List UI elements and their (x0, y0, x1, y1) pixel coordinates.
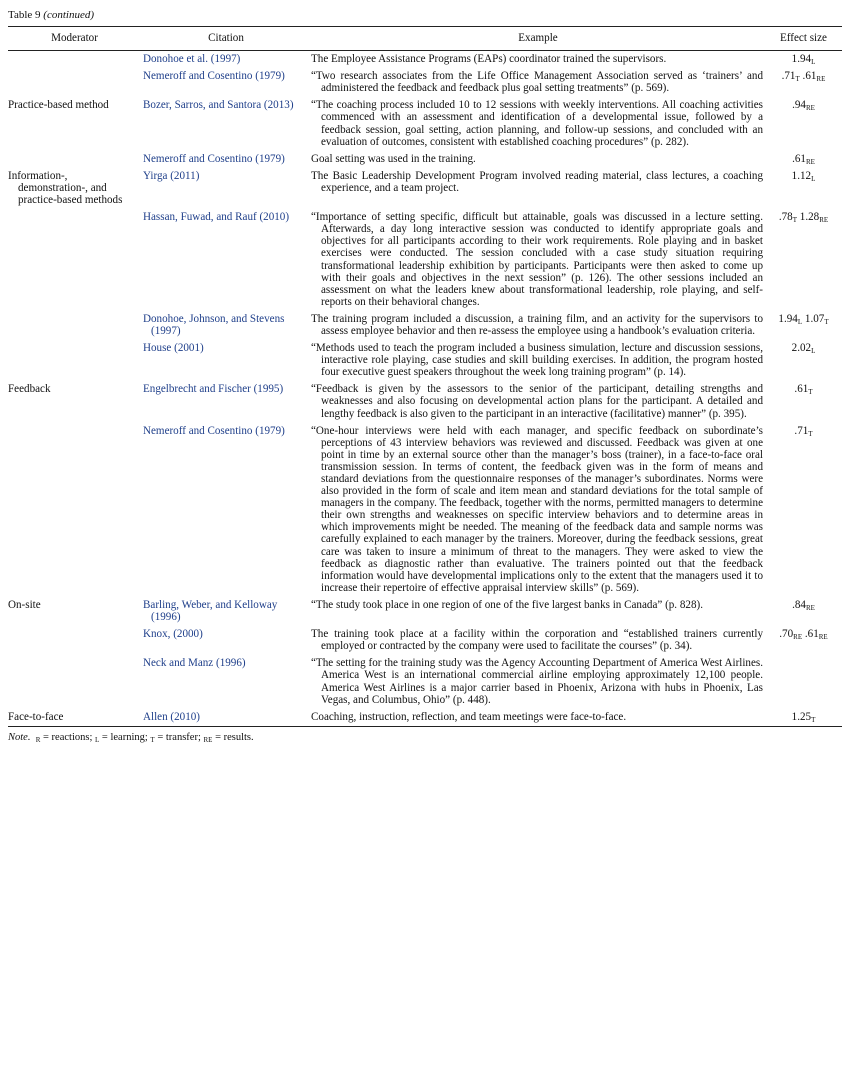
example-cell: Coaching, instruction, reflection, and team meetings were face-to-face. (311, 709, 765, 727)
effect-subscript: L (811, 347, 816, 356)
note-subscript: RE (203, 735, 213, 744)
example-cell: The Basic Leadership Development Program involved reading material, class lectures, a coaching experience, and a team project. (311, 169, 763, 194)
note-text: = transfer; (157, 731, 201, 743)
note-subscript: L (95, 735, 100, 744)
table-row (8, 709, 842, 727)
example-cell: Goal setting was used in the training. (311, 152, 476, 165)
effect-value: .78 (778, 211, 793, 224)
table-row (8, 311, 842, 340)
example-cell: The Employee Assistance Programs (EAPs) coordinator trained the supervisors. (311, 53, 667, 66)
effect-subscript: RE (805, 104, 815, 113)
citation-cell[interactable]: Yirga (2011) (143, 169, 200, 182)
example-cell: “One-hour interviews were held with each manager, and specific feedback on subordinate’s perceptions of 43 interview behaviors was reviewed and discussed. Feedback was given at one point in time by an external source other than the manager’s boss (trainer), in a face-to-face oral transmission session. In terms of content, the feedback given was in the form of means and standard deviations from the questionnaire responses of the manager’s subordinates. Norms were also provided in the form of scale and item mean and standard deviations for the total sample of managers in the company. The feedback, together with the norms, permitted managers to determine their own strengths and weaknesses on specific interview behaviors and to determine areas in which improvements might be needed. The meaning of the feedback data and sample norms was carefully explained to each manager by the trainers. Moreover, during the feedback sessions, great care was taken to insure a minimum of threat to the managers. They were asked to view the feedback as diagnostic rather than evaluative. The trainers pointed out that the feedback information would have developmental implications only to the extent that the managers used it to increase their repertoire of effective appraisal interview skills” (p. 569). (311, 424, 763, 594)
table-continued: (continued) (43, 9, 94, 21)
note-subscript: R (35, 735, 41, 744)
citation-cell[interactable]: Engelbrecht and Fischer (1995) (143, 383, 284, 396)
effect-size-cell (765, 423, 842, 597)
effect-size-cell (765, 381, 842, 422)
citation-cell[interactable]: Neck and Manz (1996) (143, 657, 246, 670)
effect-value: 1.94 (778, 312, 798, 325)
effect-value: 1.28 (799, 211, 820, 224)
citation-cell[interactable]: Bozer, Sarros, and Santora (2013) (143, 99, 294, 112)
effect-size-cell (765, 311, 842, 340)
effect-value: 1.94 (791, 53, 812, 66)
example-cell: The training program included a discussion, a training film, and an activity for the supervisors to assess employee behavior and then re-assess the employee using a handbook’s evaluation criteria. (311, 312, 763, 337)
table-row (8, 51, 842, 69)
effect-size-cell (765, 168, 842, 209)
effect-size-cell (765, 151, 842, 168)
effect-subscript: L (811, 174, 816, 183)
effect-value: .70 (779, 628, 794, 641)
example-cell: “The coaching process included 10 to 12 sessions with weekly interventions. All coaching activities commenced with an assessment and identification of a developmental issue, followed by a feedback session, goal setting, action planning, and follow-up sessions, and concluded with an evaluation of outcomes, consistent with established coaching procedures” (p. 282). (311, 99, 763, 148)
table-row (8, 209, 842, 311)
effect-subscript: T (792, 216, 797, 225)
effect-size-cell (765, 209, 842, 311)
effect-subscript: T (811, 715, 816, 724)
effect-value: .94 (792, 99, 806, 112)
table-row (8, 340, 842, 381)
table-row (8, 68, 842, 97)
effect-value: .71 (781, 70, 796, 83)
note-text: = reactions; (43, 731, 93, 743)
effect-subscript: T (795, 75, 800, 84)
effect-subscript: L (811, 58, 816, 67)
example-cell: “Feedback is given by the assessors to the senior of the participant, detailing strengths and weaknesses and also focusing on developmental action plans for the participant. A detailed and lengthy feedback is also given to the participant in an interactive (facilitative) manner” (p. 395). (311, 383, 763, 420)
example-cell: “Two research associates from the Life Office Management Association served as ‘trainers’ and administered the feedback and feedback plus goal setting treatments” (p. 569). (311, 70, 763, 95)
effect-size-cell (765, 597, 842, 626)
effect-value: .61 (804, 628, 819, 641)
header-citation: Citation (141, 27, 311, 51)
effect-value: 1.12 (791, 169, 812, 182)
effect-size-cell (765, 97, 842, 150)
citation-cell[interactable]: Donohoe, Johnson, and Stevens (1997) (143, 312, 285, 337)
effect-size-cell (765, 51, 842, 69)
effect-size-cell (765, 709, 842, 727)
example-cell: “Importance of setting specific, difficult but attainable, goals was discussed in a lecture setting. Afterwards, a day long interactive session was conducted to identify appropriate goals and objectives for all participants according to their work requirements. Role playing and in basket exercises were conducted. The session concluded with a case study situation requiring transformational leadership exhibition by participants. Participants were then asked to come up with their goals and objectives in the next session” (p. 126). The other sessions included an assessment on what the leaders knew about transformational leadership, role playing, and self-reports on their behavioral changes. (311, 211, 763, 308)
citation-cell[interactable]: Nemeroff and Cosentino (1979) (143, 424, 285, 437)
moderator-cell: Practice-based method (8, 99, 109, 112)
example-cell: “The setting for the training study was the Agency Accounting Department of America West Airlines. America West is an international commercial airline employing approximately 12,100 people. America West Airlines is a major carrier based in Phoenix, Arizona with hubs in Phoenix, Las Vegas, and Columbus, Ohio” (p. 448). (311, 657, 763, 706)
table-row (8, 423, 842, 597)
moderator-cell: Information-, demonstration-, and practice-based methods (8, 169, 123, 207)
effect-value: 2.02 (791, 342, 812, 355)
moderator-cell (8, 626, 141, 655)
moderator-cell: Face-to-face (8, 709, 141, 727)
table-row (8, 597, 842, 626)
header-effect-size: Effect size (765, 27, 842, 51)
effect-subscript: RE (793, 633, 803, 642)
moderator-cell (8, 209, 141, 311)
example-cell: “Methods used to teach the program included a business simulation, lecture and discussion sessions, interactive role playing, case studies and skill building exercises. In addition, the program hosted four executive guest speakers throughout the week long training program” (p. 14). (311, 342, 763, 379)
header-example: Example (311, 27, 765, 51)
table-row (8, 97, 842, 150)
citation-cell[interactable]: Knox, (2000) (143, 628, 203, 641)
effect-size-cell (765, 626, 842, 655)
moderator-cell (8, 51, 141, 69)
moderator-cell (8, 340, 141, 381)
note-subscript: T (150, 735, 155, 744)
moderator-cell (8, 655, 141, 708)
moderator-cell (8, 311, 141, 340)
effect-subscript: L (797, 317, 803, 326)
effect-value: .61 (792, 152, 806, 165)
note-text: = results. (215, 731, 254, 743)
effect-value: .61 (802, 70, 817, 83)
table-row (8, 655, 842, 708)
effect-size-cell (765, 340, 842, 381)
moderator-cell: On-site (8, 598, 41, 611)
moderator-cell (8, 68, 141, 97)
table-row (8, 626, 842, 655)
effect-value: .71 (794, 424, 809, 437)
citation-cell[interactable]: Nemeroff and Cosentino (1979) (143, 70, 285, 83)
effect-value: 1.07 (804, 312, 825, 325)
header-moderator: Moderator (8, 27, 141, 51)
note-text: = learning; (101, 731, 148, 743)
note-label: Note. (8, 731, 31, 743)
moderator-cell (8, 151, 141, 168)
citation-cell[interactable]: Allen (2010) (141, 709, 311, 727)
effect-subscript: T (808, 388, 813, 397)
table-row (8, 168, 842, 209)
effect-subscript: T (824, 317, 829, 326)
effect-subscript: RE (805, 603, 815, 612)
citation-cell[interactable]: House (2001) (143, 342, 204, 355)
table-body (8, 51, 842, 727)
effect-value: 1.25 (791, 710, 812, 723)
effect-subscript: RE (816, 75, 826, 84)
table-note (8, 732, 842, 743)
citation-cell[interactable]: Barling, Weber, and Kelloway (1996) (143, 598, 278, 624)
citation-cell[interactable]: Donohoe et al. (1997) (143, 53, 241, 66)
example-cell: “The study took place in one region of one of the five largest banks in Canada” (p. 828). (311, 598, 703, 611)
citation-cell[interactable]: Nemeroff and Cosentino (1979) (143, 152, 285, 165)
header-row (8, 27, 842, 51)
effect-subscript: RE (819, 216, 829, 225)
effect-size-cell (765, 68, 842, 97)
effect-value: .61 (794, 383, 809, 396)
effect-subscript: RE (805, 157, 815, 166)
effect-subscript: RE (818, 633, 828, 642)
table-row (8, 151, 842, 168)
moderator-cell (8, 423, 141, 597)
data-table (8, 26, 842, 727)
table-caption (8, 8, 842, 22)
effect-subscript: T (808, 429, 813, 438)
effect-value: .84 (792, 598, 806, 611)
table-row (8, 381, 842, 422)
table-page (8, 8, 842, 743)
moderator-cell: Feedback (8, 383, 51, 396)
table-label: Table 9 (8, 9, 41, 21)
citation-cell[interactable]: Hassan, Fuwad, and Rauf (2010) (143, 211, 290, 224)
effect-size-cell (765, 655, 842, 708)
example-cell: The training took place at a facility within the corporation and “established trainers currently employed or contracted by the company were used to facilitate the courses” (p. 34). (311, 628, 763, 653)
